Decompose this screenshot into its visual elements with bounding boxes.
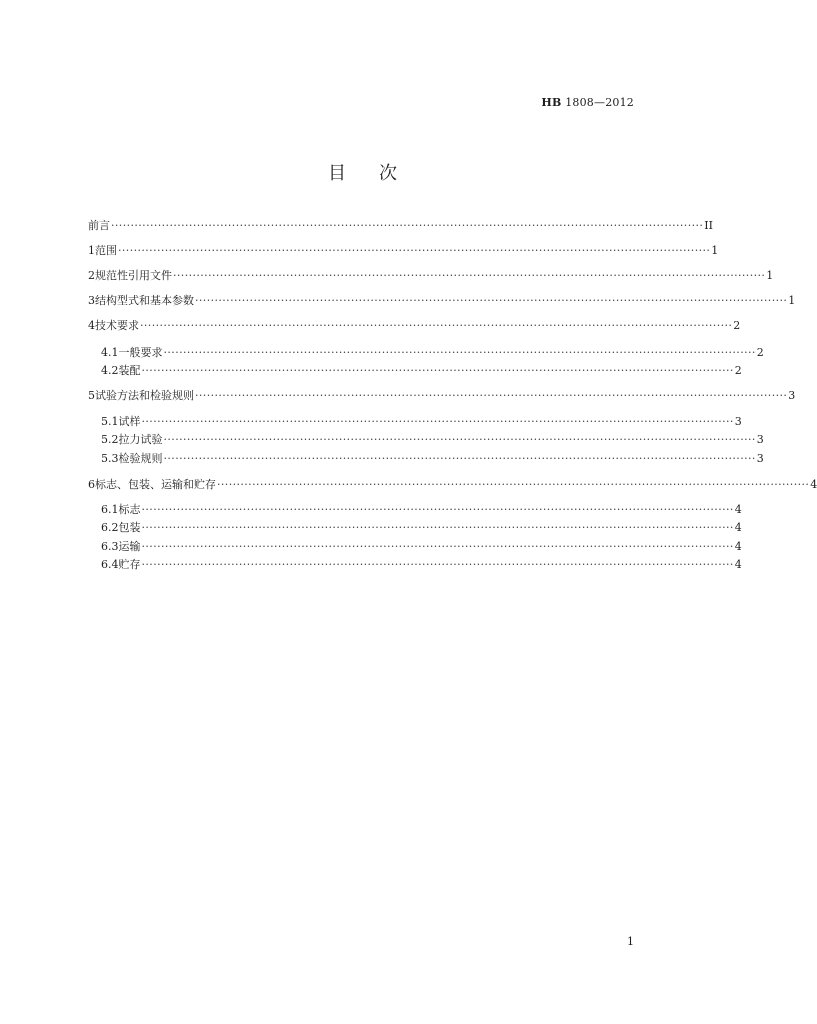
toc-entry-4-2[interactable]: [101, 363, 742, 379]
toc-entry-label: 结构型式和基本参数: [95, 294, 194, 307]
toc-entry-page: 3: [788, 389, 796, 402]
toc-entry-4[interactable]: [88, 318, 741, 334]
page-number: 1: [627, 935, 634, 948]
toc-entry-number: 6.3: [101, 540, 119, 553]
toc-entry-1[interactable]: [88, 243, 719, 259]
toc-entry-6-4[interactable]: [101, 557, 742, 573]
toc-entry-2[interactable]: [88, 268, 774, 284]
toc-entry-page: 4: [734, 521, 742, 534]
toc-entry-number: 6.1: [101, 503, 119, 516]
toc-entry-number: 2: [88, 269, 95, 282]
toc-leader-dots: ························································································································································: [163, 346, 756, 359]
toc-entry-page: 2: [734, 364, 742, 377]
toc-entry-label: 规范性引用文件: [95, 269, 172, 282]
toc-entry-6[interactable]: [88, 477, 817, 493]
toc-leader-dots: ························································································································································: [195, 389, 788, 402]
toc-leader-dots: ························································································································································: [111, 219, 704, 232]
toc-entry-page: 3: [756, 433, 764, 446]
toc-entry-number: 5.2: [101, 433, 119, 446]
toc-leader-dots: ························································································································································: [163, 433, 756, 446]
toc-entry-5-2[interactable]: [101, 432, 764, 448]
toc-entry-number: 5.1: [101, 415, 119, 428]
toc-entry-number: 4.1: [101, 346, 119, 359]
toc-entry-number: 1: [88, 244, 95, 257]
toc-leader-dots: ························································································································································: [141, 415, 734, 428]
toc-entry-page: 4: [810, 478, 817, 491]
toc-entry-page: 1: [766, 269, 774, 282]
toc-entry-page: 1: [711, 244, 719, 257]
toc-entry-6-1[interactable]: [101, 502, 742, 518]
toc-leader-dots: ························································································································································: [141, 558, 734, 571]
toc-entry-label: 试样: [118, 415, 141, 428]
toc-entry-number: 5: [88, 389, 95, 402]
toc-leader-dots: ························································································································································: [173, 269, 766, 282]
toc-entry-number: 4: [88, 319, 95, 332]
toc-entry-5[interactable]: [88, 388, 796, 404]
toc-entry-label: 一般要求: [118, 346, 163, 359]
toc-leader-dots: ························································································································································: [118, 244, 711, 257]
toc-entry-foreword[interactable]: [88, 218, 713, 234]
toc-leader-dots: ························································································································································: [217, 478, 810, 491]
toc-entry-label: 运输: [118, 540, 141, 553]
toc-entry-number: 3: [88, 294, 95, 307]
toc-entry-label: 范围: [95, 244, 117, 257]
toc-leader-dots: ························································································································································: [141, 503, 734, 516]
toc-leader-dots: ························································································································································: [195, 294, 788, 307]
toc-entry-label: 拉力试验: [118, 433, 163, 446]
toc-entry-number: 5.3: [101, 452, 119, 465]
toc-entry-page: 3: [756, 452, 764, 465]
toc-entry-page: 4: [734, 503, 742, 516]
toc-entry-page: 4: [734, 540, 742, 553]
toc-entry-5-1[interactable]: [101, 414, 742, 430]
toc-entry-3[interactable]: [88, 293, 796, 309]
toc-leader-dots: ························································································································································: [141, 540, 734, 553]
toc-entry-label: 技术要求: [95, 319, 139, 332]
standard-code: [541, 96, 634, 109]
toc-entry-label: 装配: [118, 364, 141, 377]
toc-entry-page: 3: [734, 415, 742, 428]
toc-entry-number: 4.2: [101, 364, 119, 377]
toc-entry-label: 标志、包装、运输和贮存: [95, 478, 216, 491]
page-title: 目次: [328, 163, 430, 184]
toc-entry-page: 2: [733, 319, 741, 332]
toc-leader-dots: ························································································································································: [141, 521, 734, 534]
toc-entry-6-2[interactable]: [101, 520, 742, 536]
toc-entry-6-3[interactable]: [101, 539, 742, 555]
toc-entry-page: 4: [734, 558, 742, 571]
toc-entry-page: II: [704, 219, 713, 232]
toc-entry-number: 6.4: [101, 558, 119, 571]
toc-entry-label: 贮存: [118, 558, 141, 571]
toc-leader-dots: ························································································································································: [140, 319, 733, 332]
toc-entry-label: 前言: [88, 219, 110, 232]
toc-entry-label: 包装: [118, 521, 141, 534]
toc-entry-number: 6.2: [101, 521, 119, 534]
toc-leader-dots: ························································································································································: [141, 364, 734, 377]
toc-entry-4-1[interactable]: [101, 345, 764, 361]
toc-entry-label: 标志: [118, 503, 141, 516]
toc-entry-page: 2: [756, 346, 764, 359]
standard-code-prefix: HB: [541, 96, 562, 109]
toc-entry-page: 1: [788, 294, 796, 307]
toc-leader-dots: ························································································································································: [163, 452, 756, 465]
toc-entry-label: 检验规则: [118, 452, 163, 465]
toc-entry-label: 试验方法和检验规则: [95, 389, 194, 402]
standard-code-number: 1808—2012: [565, 96, 634, 109]
toc-entry-number: 6: [88, 478, 95, 491]
toc-entry-5-3[interactable]: [101, 451, 764, 467]
